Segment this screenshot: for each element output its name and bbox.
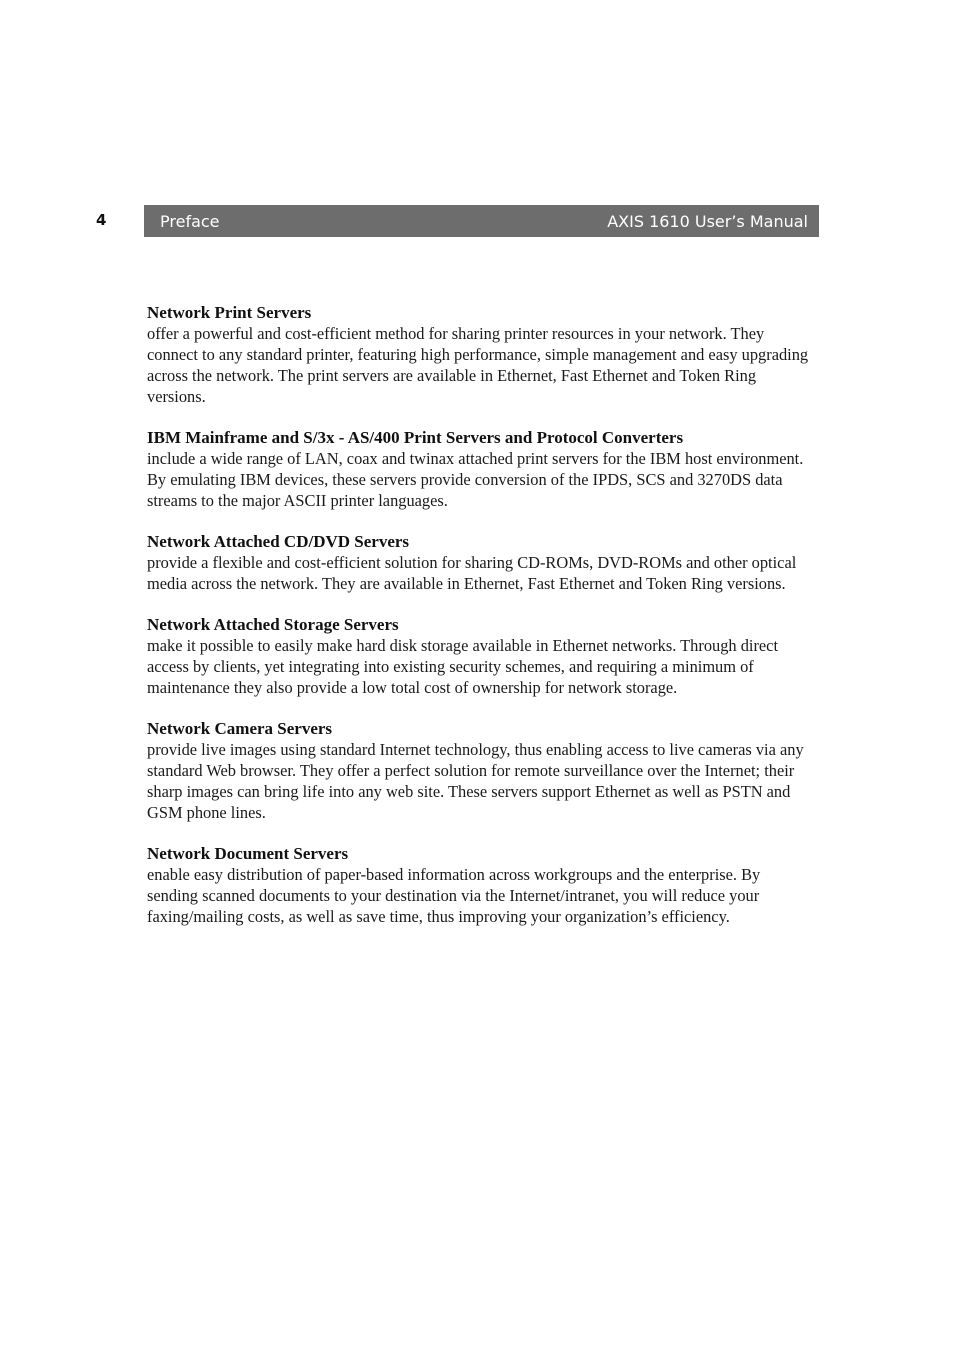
section-body: make it possible to easily make hard disk storage available in Ethernet networks. Through direct access by clients, yet integrating into existing security schemes, and requiring a minimum of maintenance they also provide a low total cost of ownership for network storage. bbox=[147, 636, 779, 697]
section-camera-servers bbox=[147, 718, 812, 823]
section-network-print-servers bbox=[147, 302, 812, 407]
section-cd-dvd-servers bbox=[147, 531, 812, 594]
section-title: IBM Mainframe and S/3x - AS/400 Print Servers and Protocol Converters bbox=[147, 428, 684, 447]
section-storage-servers bbox=[147, 614, 812, 698]
section-document-servers bbox=[147, 843, 812, 927]
page-content bbox=[147, 302, 812, 947]
section-title: Network Attached CD/DVD Servers bbox=[147, 532, 410, 551]
header-document-title: AXIS 1610 User’s Manual bbox=[607, 211, 808, 231]
section-title: Network Document Servers bbox=[147, 844, 349, 863]
section-body: offer a powerful and cost-efficient method for sharing printer resources in your network. They connect to any standard printer, featuring high performance, simple management and easy upgrading across the network. The print servers are available in Ethernet, Fast Ethernet and Token Ring versions. bbox=[147, 324, 809, 406]
section-body: provide live images using standard Internet technology, thus enabling access to live cameras via any standard Web browser. They offer a perfect solution for remote surveillance over the Internet; their sharp images can bring life into any web site. These servers support Ethernet as well as PSTN and GSM phone lines. bbox=[147, 740, 804, 822]
running-header bbox=[144, 205, 819, 237]
section-ibm-mainframe-print-servers bbox=[147, 427, 812, 511]
section-title: Network Camera Servers bbox=[147, 719, 333, 738]
section-body: include a wide range of LAN, coax and twinax attached print servers for the IBM host environment. By emulating IBM devices, these servers provide conversion of the IPDS, SCS and 3270DS data streams to the major ASCII printer languages. bbox=[147, 449, 804, 510]
section-body: provide a flexible and cost-efficient solution for sharing CD-ROMs, DVD-ROMs and other optical media across the network. They are available in Ethernet, Fast Ethernet and Token Ring versions. bbox=[147, 553, 797, 593]
section-title: Network Print Servers bbox=[147, 303, 312, 322]
page-number: 4 bbox=[96, 211, 107, 229]
header-section-label: Preface bbox=[160, 211, 220, 231]
section-title: Network Attached Storage Servers bbox=[147, 615, 399, 634]
section-body: enable easy distribution of paper-based information across workgroups and the enterprise. By sending scanned documents to your destination via the Internet/intranet, you will reduce your faxing/mailing costs, as well as save time, thus improving your organization’s efficiency. bbox=[147, 865, 761, 926]
